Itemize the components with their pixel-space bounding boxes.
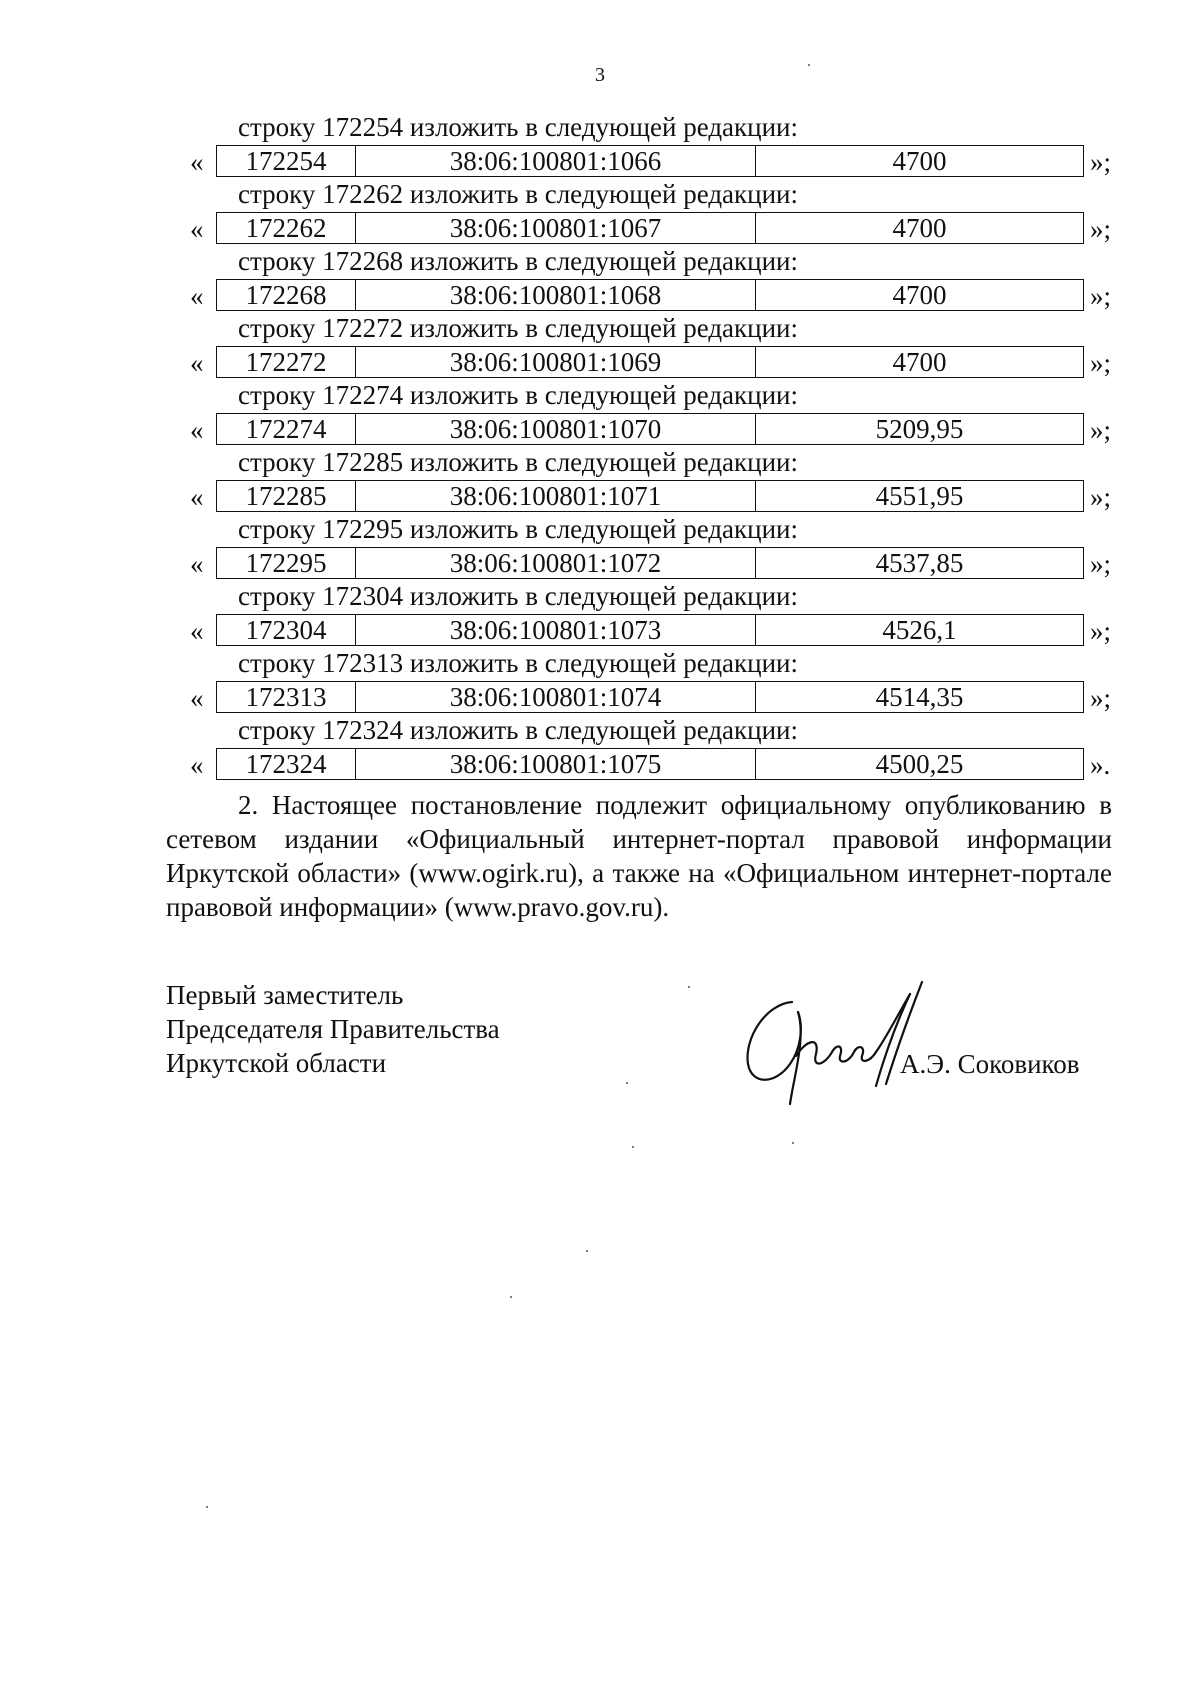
cadastral-number-cell: 38:06:100801:1072 (356, 548, 756, 578)
row-number-cell: 172262 (217, 213, 356, 243)
cadastral-number-cell: 38:06:100801:1073 (356, 615, 756, 645)
table-row (216, 547, 1084, 579)
amendment-row (0, 614, 1200, 648)
quote-open: « (190, 549, 204, 579)
amendment-row (0, 480, 1200, 514)
quote-close: »; (1090, 348, 1112, 378)
table-row (216, 614, 1084, 646)
row-number-cell: 172295 (217, 548, 356, 578)
amendment-row (0, 748, 1200, 782)
amendment-instruction: строку 172262 изложить в следующей редакции: (238, 179, 799, 209)
amendment-entry (0, 715, 1200, 782)
scan-speck (206, 1506, 208, 1508)
amendment-row (0, 346, 1200, 380)
quote-open: « (190, 281, 204, 311)
table-row (216, 279, 1084, 311)
row-number-cell: 172313 (217, 682, 356, 712)
amendment-entry (0, 447, 1200, 514)
value-cell: 4500,25 (875, 749, 964, 779)
amendment-instruction: строку 172285 изложить в следующей редакции: (238, 447, 799, 477)
scan-speck (586, 1250, 588, 1252)
value-cell: 4514,35 (875, 682, 964, 712)
amendment-entry (0, 648, 1200, 715)
amendment-entry (0, 246, 1200, 313)
table-row (216, 413, 1084, 445)
row-number-cell: 172285 (217, 481, 356, 511)
amendment-row (0, 279, 1200, 313)
value-cell: 4700 (892, 146, 947, 176)
value-cell: 4700 (892, 347, 947, 377)
amendment-instruction: строку 172313 изложить в следующей редакции: (238, 648, 799, 678)
amendment-row (0, 413, 1200, 447)
table-row (216, 145, 1084, 177)
value-cell: 4700 (892, 280, 947, 310)
amendment-entry (0, 179, 1200, 246)
value-cell: 4526,1 (882, 615, 957, 645)
signatory-title-line-2: Председателя Правительства (166, 1014, 500, 1044)
handwritten-signature (736, 968, 936, 1108)
scan-speck (792, 1142, 794, 1144)
amendment-row (0, 547, 1200, 581)
signatory-title (166, 978, 500, 1080)
quote-close: ». (1090, 750, 1111, 780)
amendment-instruction: строку 172272 изложить в следующей редакции: (238, 313, 799, 343)
quote-open: « (190, 683, 204, 713)
quote-open: « (190, 348, 204, 378)
table-row (216, 748, 1084, 780)
amendment-row (0, 145, 1200, 179)
signatory-title-line-1: Первый заместитель (166, 980, 404, 1010)
row-number-cell: 172304 (217, 615, 356, 645)
cadastral-number-cell: 38:06:100801:1069 (356, 347, 756, 377)
amendment-row (0, 681, 1200, 715)
quote-close: »; (1090, 616, 1112, 646)
amendment-instruction: строку 172295 изложить в следующей редакции: (238, 514, 799, 544)
table-row (216, 480, 1084, 512)
signatory-title-line-3: Иркутской области (166, 1048, 387, 1078)
cadastral-number-cell: 38:06:100801:1066 (356, 146, 756, 176)
row-number-cell: 172254 (217, 146, 356, 176)
cadastral-number-cell: 38:06:100801:1075 (356, 749, 756, 779)
scan-speck (808, 64, 810, 66)
row-number-cell: 172268 (217, 280, 356, 310)
quote-open: « (190, 616, 204, 646)
row-number-cell: 172274 (217, 414, 356, 444)
quote-open: « (190, 750, 204, 780)
publication-paragraph: 2. Настоящее постановление подлежит официальному опубликованию в сетевом издании «Официальный интернет-портал правовой информации Иркутской области» (www.ogirk.ru), а также на «Официальном интернет-портале правовой информации» (www.pravo.gov.ru). (166, 790, 1112, 922)
cadastral-number-cell: 38:06:100801:1074 (356, 682, 756, 712)
amendment-instruction: строку 172268 изложить в следующей редакции: (238, 246, 799, 276)
quote-close: »; (1090, 415, 1112, 445)
page-number: 3 (595, 64, 605, 86)
amendment-list (0, 112, 1200, 782)
scan-speck (688, 986, 690, 988)
quote-close: »; (1090, 147, 1112, 177)
amendment-entry (0, 380, 1200, 447)
quote-open: « (190, 214, 204, 244)
row-number-cell: 172324 (217, 749, 356, 779)
amendment-entry (0, 313, 1200, 380)
table-row (216, 346, 1084, 378)
amendment-entry (0, 514, 1200, 581)
cadastral-number-cell: 38:06:100801:1067 (356, 213, 756, 243)
quote-open: « (190, 482, 204, 512)
quote-close: »; (1090, 214, 1112, 244)
value-cell: 4537,85 (875, 548, 964, 578)
quote-close: »; (1090, 281, 1112, 311)
row-number-cell: 172272 (217, 347, 356, 377)
amendment-instruction: строку 172324 изложить в следующей редакции: (238, 715, 799, 745)
amendment-entry (0, 581, 1200, 648)
value-cell: 4700 (892, 213, 947, 243)
amendment-instruction: строку 172304 изложить в следующей редакции: (238, 581, 799, 611)
amendment-entry (0, 112, 1200, 179)
cadastral-number-cell: 38:06:100801:1068 (356, 280, 756, 310)
quote-open: « (190, 147, 204, 177)
quote-close: »; (1090, 482, 1112, 512)
table-row (216, 212, 1084, 244)
cadastral-number-cell: 38:06:100801:1071 (356, 481, 756, 511)
amendment-instruction: строку 172274 изложить в следующей редакции: (238, 380, 799, 410)
amendment-instruction: строку 172254 изложить в следующей редакции: (238, 112, 799, 142)
quote-open: « (190, 415, 204, 445)
quote-close: »; (1090, 549, 1112, 579)
signatory-name: А.Э. Соковиков (900, 1049, 1080, 1079)
quote-close: »; (1090, 683, 1112, 713)
scan-speck (632, 1146, 634, 1148)
cadastral-number-cell: 38:06:100801:1070 (356, 414, 756, 444)
value-cell: 5209,95 (875, 414, 964, 444)
scan-speck (510, 1296, 512, 1298)
value-cell: 4551,95 (875, 481, 964, 511)
amendment-row (0, 212, 1200, 246)
scan-speck (626, 1082, 628, 1084)
table-row (216, 681, 1084, 713)
